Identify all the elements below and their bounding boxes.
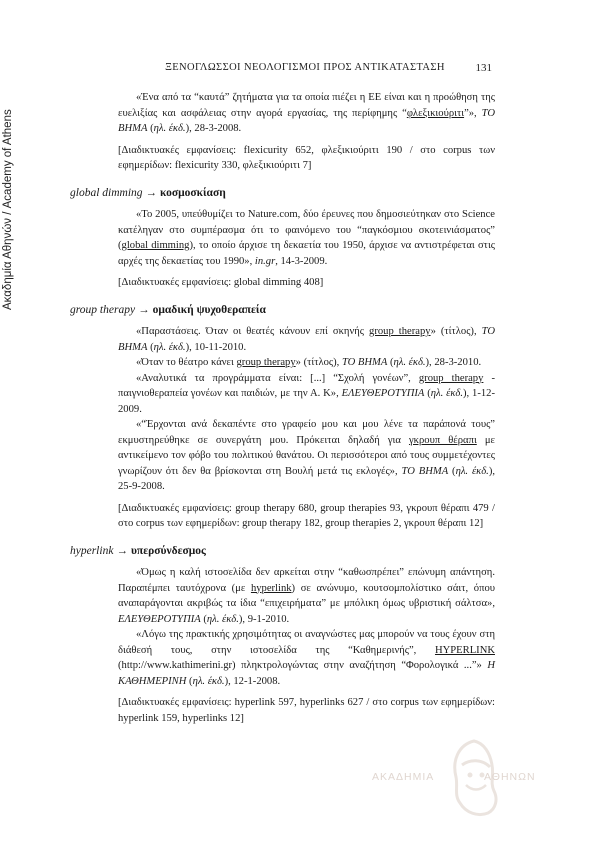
edition-label: ηλ. έκδ. [430, 388, 463, 399]
entry-group-therapy [70, 303, 495, 532]
quote-text: ( [200, 613, 207, 625]
quote [118, 90, 495, 137]
entry-hyperlink [70, 544, 495, 727]
intro-block [70, 90, 495, 174]
entry-replacement: υπερσύνδεσμος [130, 544, 206, 557]
page-content [70, 90, 495, 732]
source-name: ΕΛΕΥΘΕΡΟΤΥΠΙΑ [118, 613, 201, 625]
quote-text: ”», [464, 107, 482, 119]
academy-watermark [372, 735, 536, 825]
edition-label: ηλ. έκδ. [153, 341, 186, 353]
quote-text: ( [448, 465, 456, 477]
quote [118, 355, 495, 371]
watermark-text-left: ΑΚΑΔΗΜΙΑ [372, 771, 435, 783]
arrow-icon: → [138, 303, 150, 316]
entry-body [70, 324, 495, 532]
quote [118, 324, 495, 355]
entry-term: hyperlink [70, 544, 114, 557]
source-name: in.gr [254, 255, 276, 267]
entry-body [70, 207, 495, 291]
source-name: ΤΟ ΒΗΜΑ [341, 357, 388, 368]
occurrences-note: [Διαδικτυακές εμφανίσεις: flexicurity 652, φλεξικιούριτι 190 / στο corpus των εφημερίδων: flexicurity 330, φλεξικιούριτι 7] [118, 144, 495, 171]
quote-text: ( [147, 341, 154, 353]
underlined-term: group therapy [236, 357, 296, 368]
source-name: ΤΟ ΒΗΜΑ [401, 465, 449, 477]
quote [118, 565, 495, 627]
quote-text: ( [147, 123, 154, 134]
quote-date: ), 28-3-2008. [185, 123, 242, 134]
quote-text: «Όμως η καλή ιστοσελίδα δεν αρκείται στην “καθωσπρέπει” επώνυμη απάντηση. Παραπέμπει ταυτόχρονα (με [118, 567, 495, 594]
watermark-text-right: ΑΘΗΝΩΝ [484, 771, 536, 783]
entry-term: group therapy [70, 303, 136, 316]
entry-heading [70, 544, 495, 560]
quote [118, 371, 495, 418]
quote-text: «Παραστάσεις. Όταν οι θεατές κάνουν επί σκηνής [136, 326, 370, 337]
quote-text: «“Έρχονται ανά δεκαπέντε στο γραφείο μου και μου λένε τα παράπονά τους” εκμυστηρεύθηκε σε συνεργάτη μου. Πρόκειται δηλαδή για [118, 419, 495, 446]
occurrences-note: [Διαδικτυακές εμφανίσεις: hyperlink 597, hyperlinks 627 / στο corpus των εφημερίδων: hyperlink 159, hyperlinks 12] [118, 697, 495, 724]
edition-label: ηλ. έκδ. [192, 675, 225, 687]
quote-text: ( [387, 357, 394, 368]
underlined-term: group therapy [418, 372, 484, 384]
edition-label: ηλ. έκδ. [206, 613, 239, 625]
quote-text: (http://www.kathimerini.gr) πληκτρολογώντας στην αναζήτηση “Φορολογικά ...”» [118, 660, 488, 671]
underlined-term: φλεξικιούριτι [406, 107, 465, 119]
quote-date: ), 9-1-2010. [238, 613, 290, 625]
source-name: ΤΟ ΒΗΜΑ [118, 326, 495, 353]
running-header: ΞΕΝΟΓΛΩΣΣΟΙ ΝΕΟΛΟΓΙΣΜΟΙ ΠΡΟΣ ΑΝΤΙΚΑΤΑΣΤΑΣΗ [165, 62, 445, 73]
source-name: ΕΛΕΥΘΕΡΟΤΥΠΙΑ [341, 388, 425, 399]
source-name: ΤΟ ΒΗΜΑ [118, 107, 496, 134]
quote-text: «Αναλυτικά τα προγράμματα είναι: [...] “Σχολή γονέων”, [136, 372, 419, 384]
underlined-term: γκρουπ θέραπι [408, 434, 477, 446]
quote-text: ( [186, 675, 193, 687]
entry-replacement: ομαδική ψυχοθεραπεία [152, 303, 266, 316]
occurrences-note: [Διαδικτυακές εμφανίσεις: global dimming 408] [118, 277, 324, 288]
quote-text: «Λόγω της πρακτικής χρησιμότητας οι αναγνώστες μας μπορούν να τους έχουν στη διάθεσή τους, στην ιστοσελίδα της “Καθημερινής”, [118, 629, 495, 656]
quote-date: ), 12-1-2008. [224, 675, 281, 687]
underlined-term: global dimming [121, 240, 190, 251]
edition-label: ηλ. έκδ. [393, 357, 426, 368]
quote [118, 417, 495, 495]
entry-global-dimming [70, 186, 495, 291]
quote-text: ( [424, 388, 431, 399]
quote-text: με αντικείμενο τον φόβο του πολιτικού θανάτου. Οι περισσότεροι από τους συμμετέχοντες γνωρίζουν ότι δεν θα βρίσκονται στη Βουλή μετά τις εκλογές», [118, 434, 495, 477]
entry-body [70, 565, 495, 726]
quote-date: ), 10-11-2010. [185, 341, 247, 353]
source-name: Η ΚΑΘΗΜΕΡΙΝΗ [118, 660, 495, 687]
quote-date: ), 25-9-2008. [118, 465, 495, 492]
arrow-icon: → [116, 544, 128, 557]
edition-label: ηλ. έκδ. [455, 465, 489, 477]
underlined-term: HYPERLINK [434, 644, 495, 656]
underlined-term: group therapy [369, 326, 431, 337]
side-label: Ακαδημία Αθηνών / Academy of Athens [2, 109, 14, 311]
entry-replacement: κοσμοσκίαση [160, 186, 226, 199]
quote-text: «Όταν το θέατρο κάνει [136, 357, 237, 368]
underlined-term: hyperlink [250, 582, 292, 594]
edition-label: ηλ. έκδ. [153, 123, 186, 134]
quote [118, 627, 495, 689]
entry-term: global dimming [70, 186, 143, 199]
quote-text: ), το οποίο άρχισε τη δεκαετία του 1950, άρχισε να αντιστρέφεται στις αρχές της δεκαετίας του 1990», [118, 240, 495, 267]
arrow-icon: → [145, 186, 158, 199]
quote-text: - παιγνιοθεραπεία γονέων και παιδιών, με την Α. Κ», [118, 372, 495, 399]
quote-date: ), 1-12-2009. [118, 388, 496, 415]
quote-text: ) σε ανώνυμο, κουτσομπολίστικο σάιτ, όπου αναπαράγονται ακριβώς τα ίδια “επιχειρήματα” με μπόλικη όμως υβριστική σάλτσα», [118, 582, 495, 609]
quote [118, 207, 495, 269]
quote-text: » (τίτλος), [430, 326, 482, 337]
entry-heading [70, 186, 495, 202]
quote-date: , 14-3-2009. [275, 255, 328, 267]
quote-date: ), 28-3-2010. [425, 357, 482, 368]
quote-text: «Ένα από τα “καυτά” ζητήματα για τα οποία πιέζει η ΕΕ είναι και η προώθηση της ευελιξίας και ασφάλειας στην αγορά εργασίας, της περίφημης “ [118, 92, 495, 119]
page-number: 131 [475, 62, 492, 74]
quote-text: «Το 2005, υπεύθυμίζει το Nature.com, δύο έρευνες που δημοσιεύτηκαν στο Science κατέληγαν στο συμπέρασμα ότι το φαινόμενο του “παγκόσμιου σκοτεινιάσματος” ( [118, 209, 495, 251]
quote-text: » (τίτλος), [295, 357, 342, 368]
occurrences-note: [Διαδικτυακές εμφανίσεις: group therapy 680, group therapies 93, γκρουπ θέραπι 479 / στο corpus των εφημερίδων: group therapy 182, group therapies 2, γκρουπ θέραπι 12] [118, 502, 495, 529]
entry-heading [70, 303, 495, 319]
